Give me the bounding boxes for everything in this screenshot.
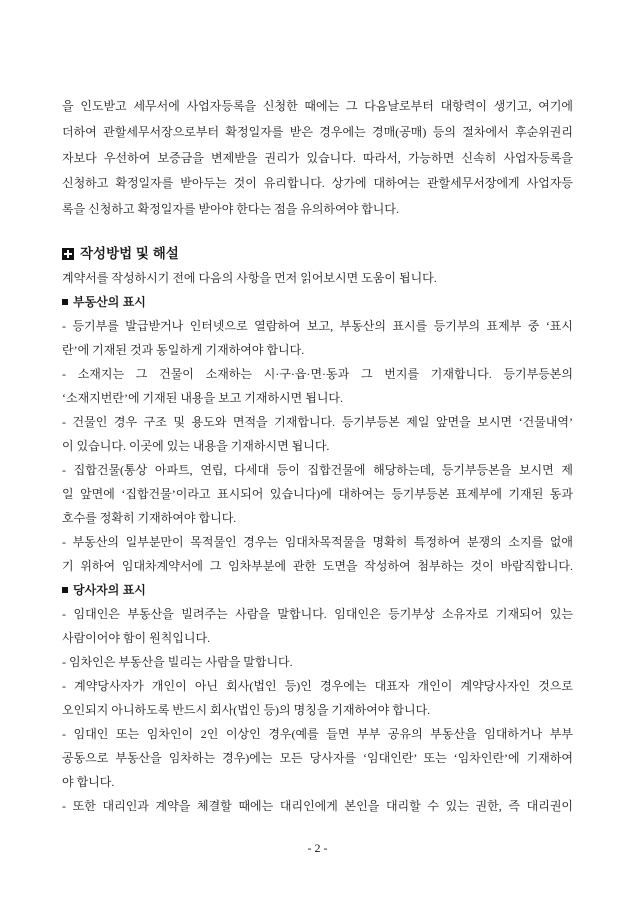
text-line: 기 위하여 임대차계약서에 그 임차부분에 관한 도면을 작성하여 첨부하는 것이 바람직합니다. (62, 559, 573, 573)
text-line: 이 있습니다. 이곳에 있는 내용을 기재하시면 됩니다. (62, 439, 330, 453)
list-item (62, 314, 573, 362)
text-line: - 임대인 또는 임차인이 2인 이상인 경우(예를 들면 부부 공유의 부동산을 임대하거나 부부 (62, 727, 573, 741)
text-line: - 또한 대리인과 계약을 체결할 때에는 대리인에게 본인을 대리할 수 있는 권한, 즉 대리권이 (62, 799, 573, 813)
page-number: - 2 - (307, 841, 328, 855)
square-bullet-icon (62, 299, 68, 305)
text-line: - 소재지는 그 건물이 소재하는 시·구·읍·면·동과 그 번지를 기재합니다. 등기부등본의 (62, 367, 573, 381)
text-line: - 계약당사자가 개인이 아닌 회사(법인 등)인 경우에는 대표자 개인이 계약당사자인 것으로 (62, 679, 573, 693)
list-item (62, 674, 573, 722)
text-line: 을 인도받고 세무서에 사업자등록을 신청한 때에는 그 다음날로부터 대항력이 생기고, 여기에 (62, 99, 573, 113)
text-line: 일 앞면에 ‘집합건물’이라고 표시되어 있습니다)에 대하여는 등기부등본 표제부에 기재된 동과 (62, 487, 573, 501)
subsection-heading-text: 부동산의 표시 (73, 295, 146, 309)
list-item (62, 794, 573, 818)
text-line: 더하여 관할세무서장으로부터 확정일자를 받은 경우에는 경매(공매) 등의 절차에서 후순위권리 (62, 124, 573, 139)
text-line: 야 합니다. (62, 775, 115, 789)
subsection-heading (62, 290, 573, 314)
list-item (62, 362, 573, 410)
subsection-parties (62, 578, 573, 818)
section-heading (62, 242, 573, 266)
subsection-heading (62, 578, 573, 602)
text-line: 호수를 정확히 기재하여야 합니다. (62, 511, 237, 525)
text-line: 록을 신청하고 확정일자를 받아야 한다는 점을 유의하여야 합니다. (62, 202, 399, 216)
text-line: 신청하고 확정일자를 받아두는 것이 유리합니다. 상가에 대하여는 관할세무서장에게 사업자등 (62, 176, 573, 191)
text-line: - 임대인은 부동산을 빌려주는 사람을 말합니다. 임대인은 등기부상 소유자로 기재되어 있는 (62, 607, 573, 621)
instructions-section (62, 242, 573, 818)
intro-paragraph (62, 94, 573, 223)
list-item (62, 458, 573, 530)
text-line: ‘소재지번란’에 기재된 내용을 보고 기재하시면 됩니다. (62, 391, 344, 405)
boxed-cross-icon (62, 248, 74, 260)
text-line: 란’에 기재된 것과 동일하게 기재하여야 합니다. (62, 343, 305, 357)
section-title: 작성방법 및 해설 (80, 246, 179, 261)
list-item (62, 602, 573, 650)
text-line: - 건물인 경우 구조 및 용도와 면적을 기재합니다. 등기부등본 제일 앞면을 보시면 ‘건물내역’ (62, 415, 573, 429)
text-line: 사람이어야 함이 원칙입니다. (62, 631, 211, 645)
text-line: 오인되지 아니하도록 반드시 회사(법인 등)의 명칭을 기재하여야 합니다. (62, 703, 431, 717)
text-line: 자보다 우선하여 보증금을 변제받을 권리가 있습니다. 따라서, 가능하면 신속히 사업자등록을 (62, 150, 573, 165)
text-line: - 등기부를 발급받거나 인터넷으로 열람하여 보고, 부동산의 표시를 등기부의 표제부 중 ‘표시 (62, 319, 573, 333)
text-line: 공동으로 부동산을 임차하는 경우)에는 모든 당사자를 ‘임대인란’ 또는 ‘임차인란’에 기재하여 (62, 751, 573, 765)
text-line: - 임차인은 부동산을 빌리는 사람을 말합니다. (62, 655, 293, 669)
subsection-heading-text: 당사자의 표시 (73, 583, 146, 597)
text-line: - 부동산의 일부분만이 목적물인 경우는 임대차목적물을 명확히 특정하여 분쟁의 소지를 없애 (62, 535, 573, 549)
square-bullet-icon (62, 587, 68, 593)
list-item (62, 410, 573, 458)
section-intro: 계약서를 작성하시기 전에 다음의 사항을 먼저 읽어보시면 도움이 됩니다. (62, 271, 437, 285)
list-item (62, 530, 573, 578)
subsection-property (62, 290, 573, 578)
text-line: - 집합건물(통상 아파트, 연립, 다세대 등이 집합건물에 해당하는데, 등기부등본을 보시면 제 (62, 463, 573, 477)
list-item (62, 722, 573, 794)
list-item (62, 650, 573, 674)
